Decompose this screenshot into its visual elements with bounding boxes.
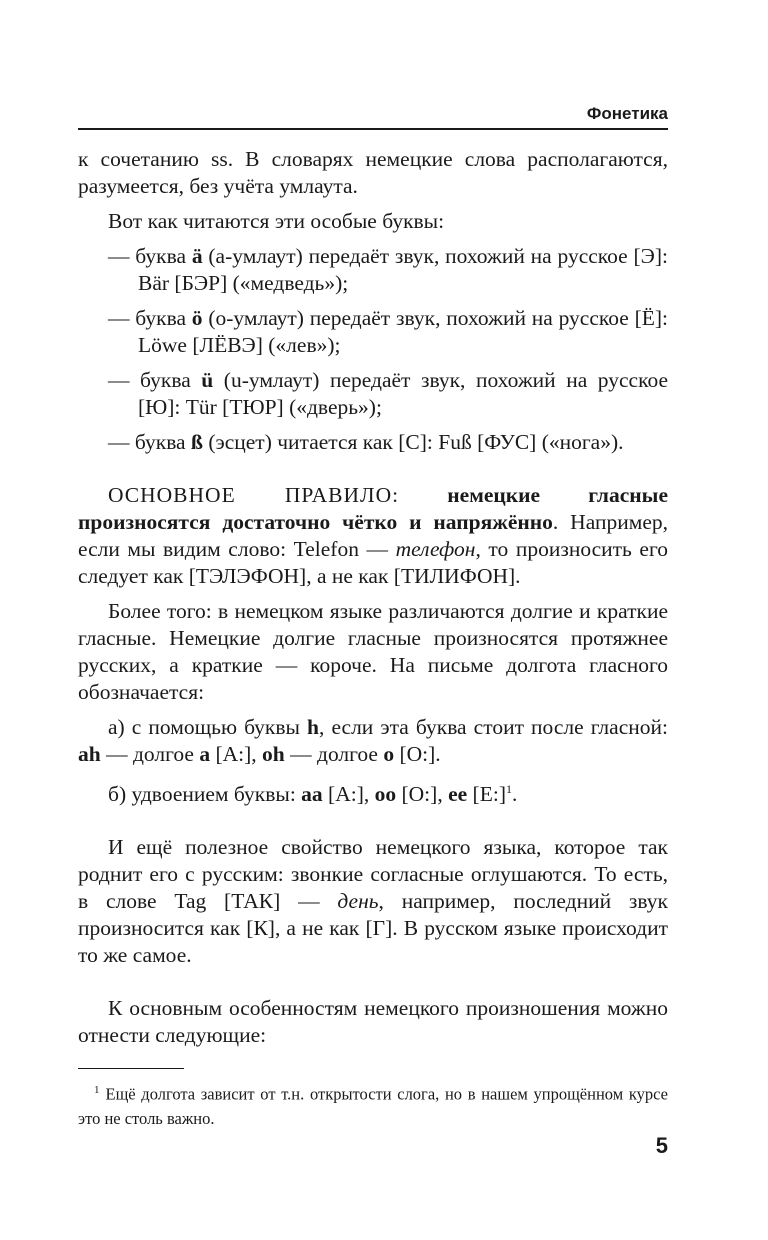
item-text: буква [135, 306, 192, 330]
bold-letter: o [383, 742, 395, 766]
text: б) удвоением буквы: [108, 782, 302, 807]
item-text: (эсцет) читается как [С]: Fuß [ФУС] («нога»). [202, 430, 624, 454]
bold-letter: h [307, 715, 320, 739]
body-text [78, 146, 668, 1049]
item-text: буква [134, 430, 191, 454]
paragraph-devoicing [78, 834, 668, 969]
text: [E:] [467, 782, 506, 807]
rule-label: ОСНОВНОЕ ПРАВИЛО: [108, 483, 400, 507]
rule-text: , то произносить его следует как [ТЭЛЭФОН], а не как [ТИЛИФОН]. [78, 537, 668, 588]
text: . [511, 782, 518, 807]
list-item [78, 367, 668, 421]
text: , если эта буква стоит после гласной: [319, 715, 668, 739]
text: — долгое [100, 742, 200, 766]
item-text: (u-умлаут) передаёт звук, похожий на русское [Ю]: Tür [ТЮР] («дверь»); [138, 368, 669, 419]
paragraph-lead: Вот как читаются эти особые буквы: [108, 209, 445, 233]
footnote [78, 1078, 668, 1131]
item-letter: ä [191, 244, 203, 268]
bold-letter: ee [448, 782, 468, 807]
text: [O:], [396, 782, 449, 807]
item-text: буква [140, 368, 202, 392]
header-rule [78, 128, 668, 130]
item-text: (а-умлаут) передаёт звук, похожий на русское [Э]: Bär [БЭР] («медведь»); [138, 244, 669, 295]
footnote-rule [78, 1068, 184, 1069]
text: [O:]. [394, 742, 441, 766]
bold-letter: a [199, 742, 211, 766]
bold-letter: aa [301, 782, 323, 807]
item-letter: ö [191, 306, 203, 330]
dash-mark: — [108, 244, 130, 268]
rule-bold: немецкие гласные произносятся достаточно чётко и напряжённо [78, 483, 668, 534]
running-header: Фонетика [586, 104, 668, 123]
bold-letter: oh [262, 742, 285, 766]
paragraph-long-vowels: Более того: в немецком языке различаются долгие и краткие гласные. Немецкие долгие гласные произносятся протяжнее русских, а краткие — короче. На письме долгота гласного обозначается: [78, 599, 668, 704]
footnote-ref[interactable]: 1 [505, 782, 512, 796]
paragraph-intro: к сочетанию ss. В словарях немецкие слова располагаются, разумеется, без учёта умлаута. [78, 147, 668, 198]
page-number: 5 [655, 1133, 668, 1158]
italic-word: день [337, 889, 379, 914]
text: [A:], [322, 782, 375, 807]
dash-mark: — [108, 306, 130, 330]
text: а) с помощью буквы [108, 715, 308, 739]
item-b [78, 776, 668, 808]
list-item [78, 243, 668, 297]
footnote-text: Ещё долгота зависит от т.н. открытости слога, но в нашем упрощённом курсе это не столь важно. [78, 1084, 668, 1128]
bold-letter: oo [374, 782, 397, 807]
item-text: (о-умлаут) передаёт звук, похожий на русское [Ё]: Löwe [ЛЁВЭ] («лев»); [138, 306, 668, 357]
text: [A:], [210, 742, 263, 766]
text: , например, последний звук произносится как [К], а не как [Г]. В русском языке происходит то же самое. [78, 889, 668, 968]
item-text: буква [135, 244, 192, 268]
paragraph-final: К основным особенностям немецкого произношения можно отнести следующие: [78, 996, 668, 1048]
paragraph-rule [78, 482, 668, 590]
footnote-mark: 1 [94, 1084, 100, 1096]
list-item [78, 305, 668, 359]
dash-mark: — [108, 430, 130, 454]
list-item [78, 429, 668, 456]
rule-text: . Например, если мы видим слово: Telefon — [78, 510, 668, 561]
item-letter: ü [201, 368, 214, 392]
bold-letter: ah [78, 742, 101, 766]
rule-italic: телефон [395, 537, 476, 561]
item-a [78, 714, 668, 768]
item-letter: ß [190, 430, 203, 454]
text: И ещё полезное свойство немецкого языка, которое так роднит его с русским: звонкие согласные оглушаются. То есть, в слове Tag [ТАК] — [78, 835, 668, 914]
dash-mark: — [108, 368, 130, 392]
text: — долгое [284, 742, 384, 766]
